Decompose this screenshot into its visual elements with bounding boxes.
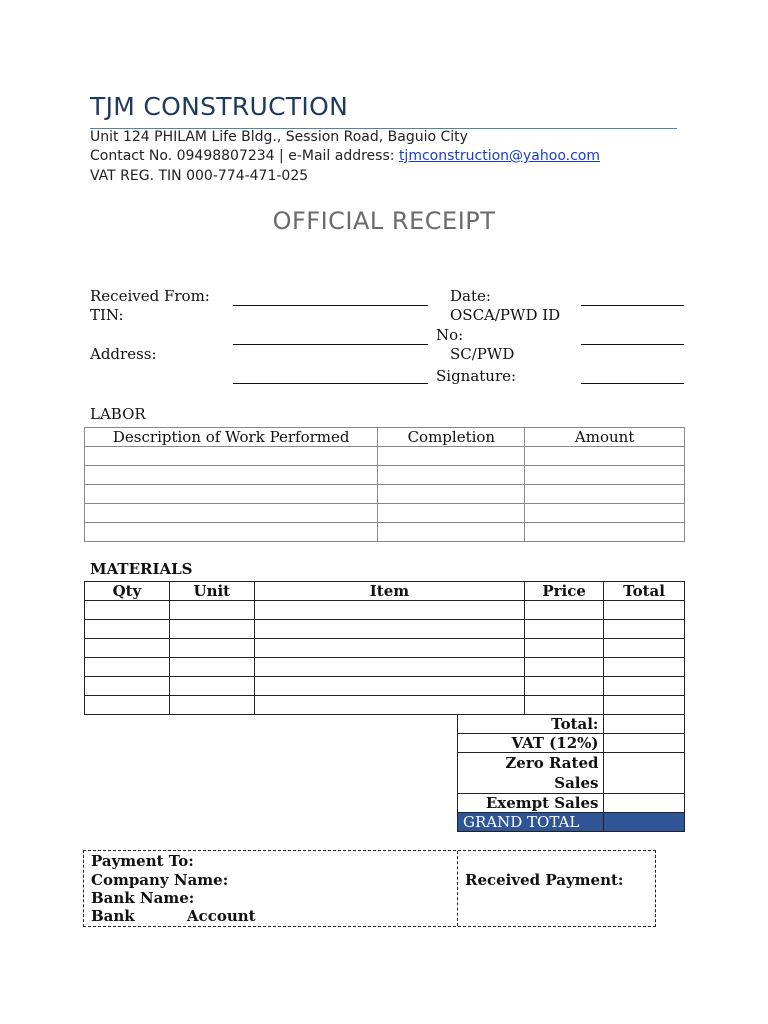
address-line[interactable] [233,383,428,384]
zero-rated-value[interactable] [604,753,685,794]
table-cell[interactable] [254,620,524,639]
table-cell[interactable] [604,677,685,696]
signature-label: Signature: [436,367,517,385]
materials-row [85,677,685,696]
materials-row [85,639,685,658]
table-cell[interactable] [254,696,524,715]
company-name: TJM CONSTRUCTION [90,92,349,121]
table-cell[interactable] [604,620,685,639]
table-cell[interactable] [169,620,254,639]
vat-row [458,734,685,753]
received-payment-label: Received Payment: [465,871,624,889]
table-cell[interactable] [378,447,525,466]
grand-total-value[interactable] [604,813,685,832]
materials-col-price: Price [525,582,604,601]
grand-total-row [458,813,685,832]
vat-value[interactable] [604,734,685,753]
email-link[interactable]: tjmconstruction@yahoo.com [398,148,600,164]
table-cell[interactable] [85,523,378,542]
table-cell[interactable] [604,658,685,677]
table-cell[interactable] [254,601,524,620]
materials-row [85,601,685,620]
materials-row [85,696,685,715]
table-cell[interactable] [525,677,604,696]
grand-total-label: GRAND TOTAL [458,813,604,832]
table-cell[interactable] [85,485,378,504]
zero-rated-label-line1: Zero Rated [505,754,599,772]
table-cell[interactable] [378,523,525,542]
table-cell[interactable] [525,504,685,523]
materials-col-unit: Unit [169,582,254,601]
materials-col-item: Item [254,582,524,601]
materials-row [85,658,685,677]
total-row [458,715,685,734]
table-cell[interactable] [169,601,254,620]
labor-row [85,504,685,523]
table-cell[interactable] [254,677,524,696]
table-cell[interactable] [169,677,254,696]
materials-section-title: MATERIALS [90,560,193,578]
labor-col-amount: Amount [525,428,685,447]
materials-col-total: Total [604,582,685,601]
labor-header-row [85,428,685,447]
bank-name-label: Bank Name: [91,889,195,907]
zero-rated-label [458,753,604,794]
table-cell[interactable] [85,696,170,715]
table-cell[interactable] [525,523,685,542]
table-cell[interactable] [85,677,170,696]
table-cell[interactable] [525,696,604,715]
table-cell[interactable] [525,447,685,466]
no-label: No: [436,326,464,344]
company-contact [90,148,600,164]
company-name-label: Company Name: [91,871,229,889]
address-label: Address: [90,345,157,363]
table-cell[interactable] [525,620,604,639]
bank-account-label: Bank Account [91,907,256,925]
contact-text: Contact No. 09498807234 | e-Mail address: [90,148,399,164]
table-cell[interactable] [169,639,254,658]
exempt-sales-label: Exempt Sales [458,794,604,813]
date-line[interactable] [581,305,684,306]
table-cell[interactable] [169,696,254,715]
table-cell[interactable] [85,504,378,523]
table-cell[interactable] [85,620,170,639]
exempt-sales-value[interactable] [604,794,685,813]
labor-col-completion: Completion [378,428,525,447]
receipt-title: OFFICIAL RECEIPT [272,207,496,235]
table-cell[interactable] [525,639,604,658]
received-from-line[interactable] [233,305,428,306]
labor-col-description: Description of Work Performed [85,428,378,447]
date-label: Date: [450,287,491,305]
labor-section-title: LABOR [90,405,146,423]
sc-pwd-label: SC/PWD [450,345,515,363]
table-cell[interactable] [254,639,524,658]
table-cell[interactable] [85,639,170,658]
labor-row [85,523,685,542]
zero-rated-label-line2: Sales [554,774,599,792]
osca-pwd-id-label: OSCA/PWD ID [450,306,561,324]
payment-box-divider [457,851,458,926]
labor-table [84,427,685,542]
table-cell[interactable] [378,485,525,504]
table-cell[interactable] [254,658,524,677]
payment-box [83,850,656,927]
materials-row [85,620,685,639]
table-cell[interactable] [378,504,525,523]
table-cell[interactable] [378,466,525,485]
table-cell[interactable] [85,658,170,677]
zero-rated-row [458,753,685,794]
vat-label: VAT (12%) [458,734,604,753]
table-cell[interactable] [525,466,685,485]
table-cell[interactable] [169,658,254,677]
labor-row [85,485,685,504]
tin-line[interactable] [233,344,428,345]
table-cell[interactable] [525,658,604,677]
materials-header-row [85,582,685,601]
totals-table [457,714,685,832]
materials-col-qty: Qty [85,582,170,601]
signature-line[interactable] [581,383,684,384]
labor-row [85,466,685,485]
table-cell[interactable] [85,466,378,485]
total-label: Total: [458,715,604,734]
table-cell[interactable] [85,447,378,466]
received-from-label: Received From: [90,287,210,305]
vat-reg-tin: VAT REG. TIN 000-774-471-025 [90,168,309,184]
table-cell[interactable] [604,601,685,620]
company-address: Unit 124 PHILAM Life Bldg., Session Road, Baguio City [90,129,468,145]
table-cell[interactable] [525,485,685,504]
total-value[interactable] [604,715,685,734]
table-cell[interactable] [604,696,685,715]
table-cell[interactable] [604,639,685,658]
materials-table [84,581,685,715]
labor-row [85,447,685,466]
table-cell[interactable] [525,601,604,620]
table-cell[interactable] [85,601,170,620]
payment-to-label: Payment To: [91,852,194,870]
tin-label: TIN: [90,306,124,324]
exempt-sales-row [458,794,685,813]
osca-id-line[interactable] [581,344,684,345]
